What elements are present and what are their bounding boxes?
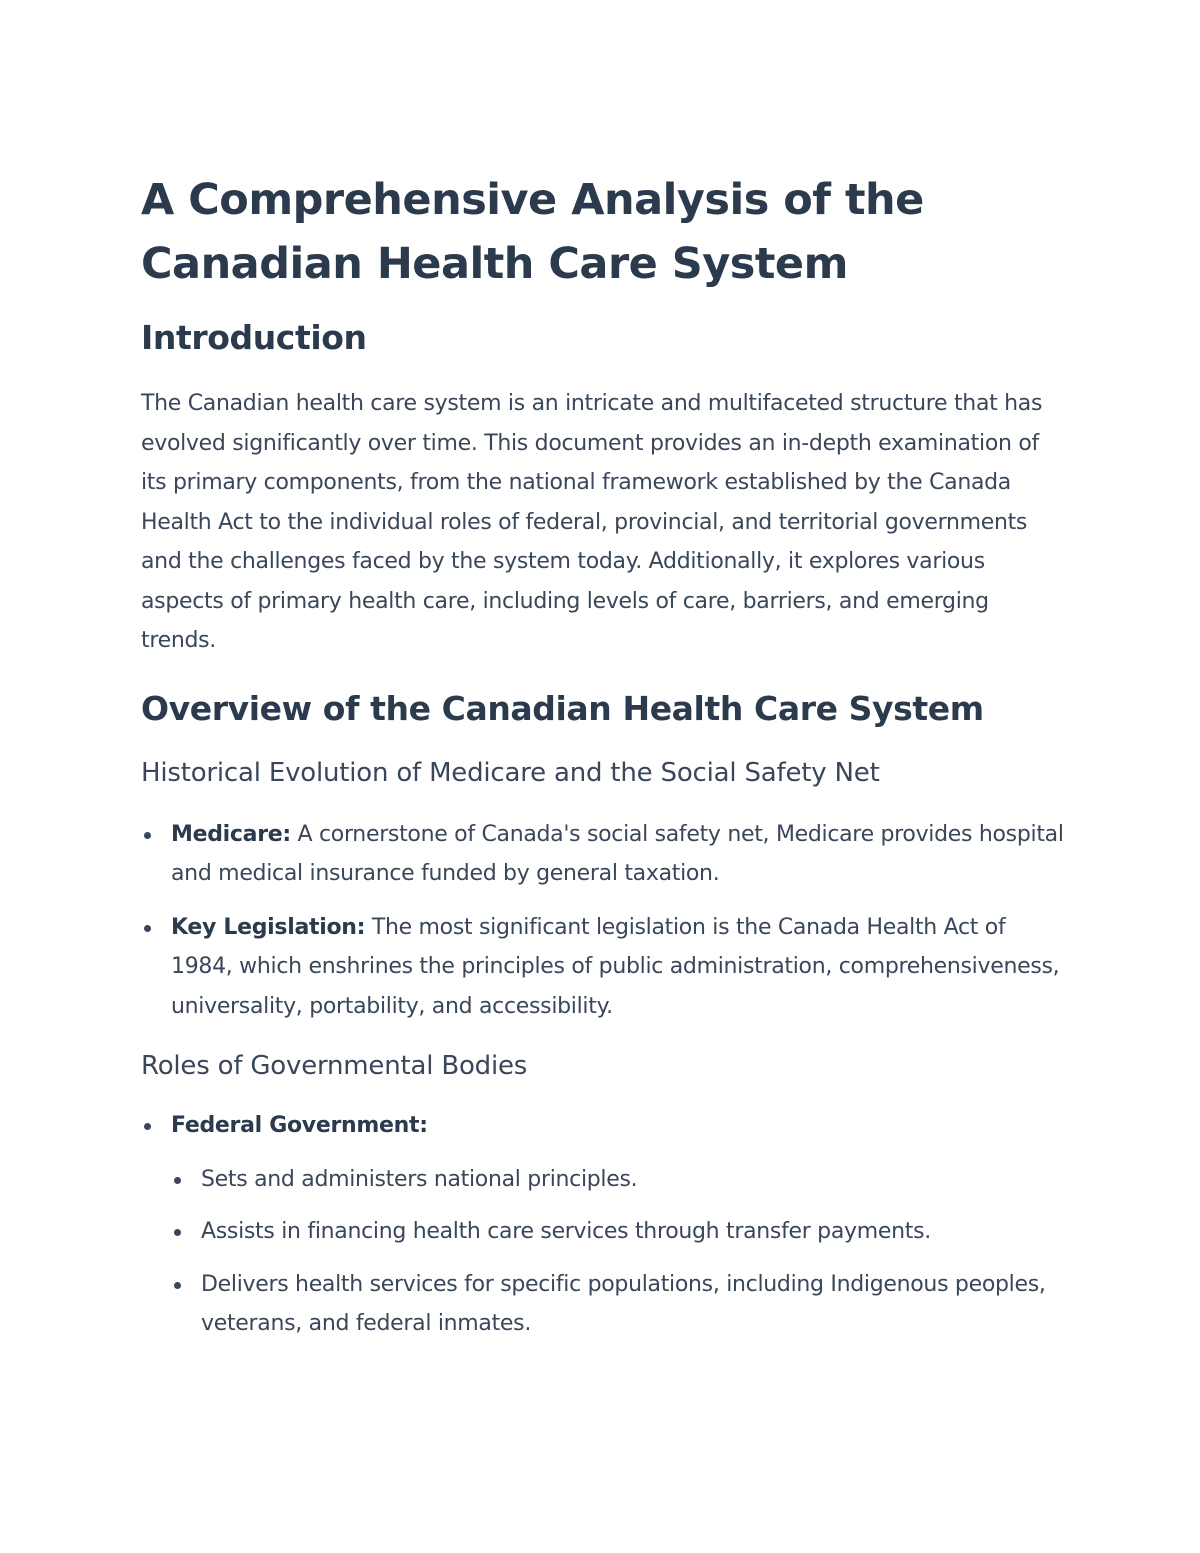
item-term: Key Legislation: [171,914,366,940]
roles-heading: Roles of Governmental Bodies [141,1051,528,1081]
intro-heading: Introduction [141,318,367,357]
list-item [171,1265,1066,1344]
list-item [141,815,1066,894]
federal-sublist [171,1160,1066,1344]
item-text: Sets and administers national principles. [201,1166,638,1192]
list-item [141,908,1066,1027]
list-item [171,1212,1066,1252]
bullet-icon [144,925,151,932]
bullet-icon [144,1123,151,1130]
history-list [141,815,1066,1027]
item-term: Federal Government: [171,1113,428,1138]
item-text: Delivers health services for specific populations, including Indigenous peoples, veterans, and federal inmates. [201,1271,1046,1336]
overview-heading: Overview of the Canadian Health Care System [141,688,984,728]
item-term: Medicare: [171,821,291,847]
item-text: Assists in financing health care services through transfer payments. [201,1219,931,1244]
item-text: A cornerstone of Canada's social safety net, Medicare provides hospital and medical insurance funded by general taxation. [171,821,1064,886]
document-page [141,168,1066,1344]
intro-paragraph: The Canadian health care system is an intricate and multifaceted structure that has evolved significantly over time. This document provides an in-depth examination of its primary components, from the national framework established by the Canada Health Act to the individual roles of federal, provincial, and territorial governments and the challenges faced by the system today. Additionally, it explores various aspects of primary health care, including levels of care, barriers, and emerging trends. [141,391,1043,653]
document-title: A Comprehensive Analysis of the Canadian Health Care System [141,175,924,289]
roles-list [141,1106,1066,1146]
list-item [141,1106,1066,1146]
bullet-icon [174,1177,181,1184]
bullet-icon [174,1282,181,1289]
bullet-icon [144,832,151,839]
history-heading: Historical Evolution of Medicare and the Social Safety Net [141,757,880,788]
item-text: The most significant legislation is the Canada Health Act of 1984, which enshrines the principles of public administration, comprehensiveness, universality, portability, and accessibility. [171,914,1060,1019]
bullet-icon [174,1229,181,1236]
list-item [171,1160,1066,1200]
